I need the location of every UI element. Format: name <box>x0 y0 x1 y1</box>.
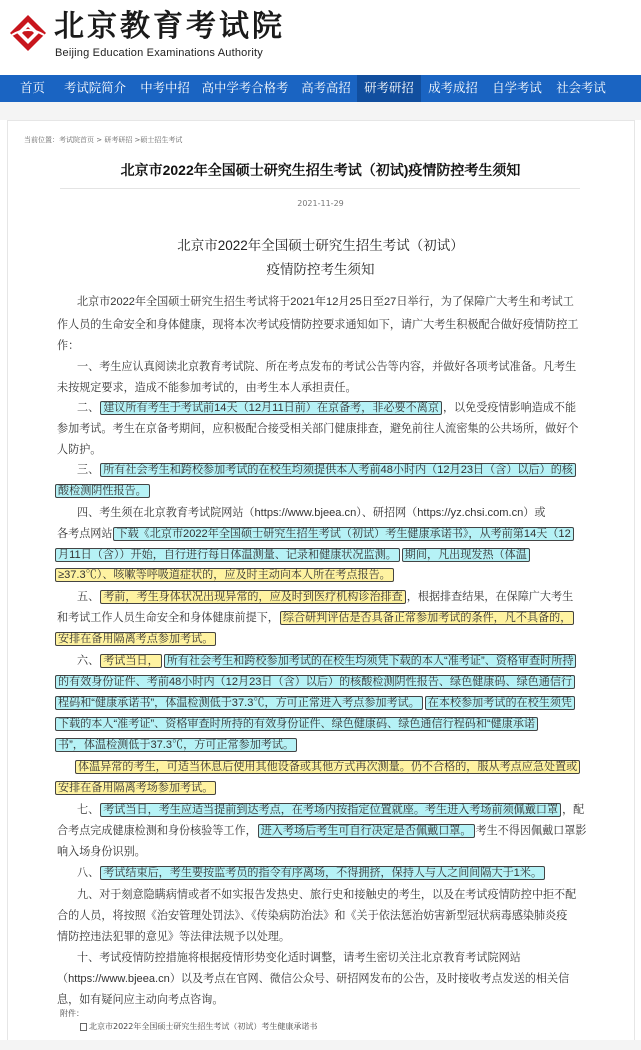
nav-item-zhongkao[interactable]: 中考中招 <box>140 81 190 95</box>
nav-item-yankao[interactable]: 研考研招 <box>357 75 421 102</box>
highlight-yellow: 安排在备用隔离考点参加考试。 <box>55 632 216 646</box>
highlight-cyan: 考试当日，考生应适当提前到达考点，在考场内按指定位置就座。考生进入考场前须佩戴口罩 <box>100 803 561 817</box>
paragraph-line <box>54 568 395 582</box>
paragraph-line: 六、 考试当日， 所有社会考生和跨校参加考试的在校生均须凭下载的本人“准考证”、资格审查时所持 <box>77 654 577 668</box>
paragraph-line: 一、考生应认真阅读北京教育考试院、所在考点发布的考试公告等内容，并做好各项考试准备。凡考生 <box>77 361 577 373</box>
highlight-cyan: 在本校参加考试的在校生须凭 <box>425 696 575 710</box>
attachment-label: 附件： <box>60 1009 84 1018</box>
attachment-link-text[interactable]: 北京市2022年全国硕士研究生招生考试（初试）考生健康承诺书 <box>89 1022 318 1031</box>
paragraph-line: 合的人员，将按照《治安管理处罚法》、《传染病防治法》和《关于依法惩治妨害新型冠状病毒感染肺炎疫 <box>57 910 568 922</box>
nav-item-about[interactable]: 考试院简介 <box>64 81 126 95</box>
highlight-yellow: 体温异常的考生，可适当休息后使用其他设备或其他方式再次测量。仍不合格的，服从考点应急处置或 <box>75 760 580 774</box>
paragraph-line: 各考点网站 下载《北京市2022年全国硕士研究生招生考试（初试）考生健康承诺书》，从考前第14天（12 <box>57 527 575 541</box>
highlight-cyan: 酸检测阴性报告。 <box>55 484 150 498</box>
title-divider <box>60 188 580 189</box>
highlight-cyan: 期间，凡出现发热（体温 <box>402 548 530 562</box>
paragraph-line <box>74 760 581 774</box>
nav-item-zixue[interactable]: 自学考试 <box>492 81 542 95</box>
paragraph-line <box>54 484 151 498</box>
paragraph-line: 响入场身份识别。 <box>57 846 146 858</box>
highlight-yellow: 考试当日， <box>100 654 161 668</box>
nav-item-gaokao[interactable]: 高考高招 <box>301 81 351 95</box>
nav-item-shehui[interactable]: 社会考试 <box>556 81 606 95</box>
nav-item-chengkao[interactable]: 成考成招 <box>428 81 478 95</box>
paragraph-line <box>54 548 531 562</box>
publish-date: 2021-11-29 <box>297 199 344 208</box>
site-logo-chinese[interactable]: 北京教育考试院 <box>54 9 285 44</box>
paragraph-line: 合考点完成健康检测和身份核验等工作， 进入考场后考生可自行决定是否佩戴口罩。 考生不得因佩戴口罩影 <box>57 825 587 837</box>
document-icon <box>80 1023 87 1031</box>
paragraph-line: 参加考试。考生在京备考期间，应积极配合接受相关部门健康排查，避免前往人流密集的公共场所，做好个 <box>57 423 579 435</box>
highlight-cyan: 进入考场后考生可自行决定是否佩戴口罩。 <box>258 824 475 838</box>
highlight-yellow: 考前，考生身体状况出现异常的，应及时到医疗机构诊治排查 <box>100 590 406 604</box>
attachment-link[interactable] <box>80 1021 317 1032</box>
highlight-cyan: 下载的本人“准考证”、资格审查时所持的有效身份证件、绿色健康码、绿色通信行程码和“健康承诺 <box>55 717 538 731</box>
article-subtitle-line1: 北京市2022年全国硕士研究生招生考试（初试） <box>177 238 464 253</box>
main-nav <box>0 75 641 102</box>
paragraph-line: 三、 所有社会考生和跨校参加考试的在校生均须提供本人考前48小时内（12月23日（含）以后）的核 <box>77 463 577 477</box>
paragraph-line: 和考试工作人员生命安全和身体健康前提下， 综合研判评估是否具备正常参加考试的条件，凡不具备的， <box>57 611 575 625</box>
article-subtitle-line2: 疫情防控考生须知 <box>266 262 375 277</box>
highlight-cyan: 月11日（含））开始，自行进行每日体温测量、记录和健康状况监测。 <box>55 548 400 562</box>
site-logo-english: Beijing Education Examinations Authority <box>55 47 263 59</box>
paragraph-line: 作人员的生命安全和身体健康，现将本次考试疫情防控要求通知如下，请广大考生积极配合做好疫情防控工 <box>57 319 579 331</box>
highlight-cyan: 下载《北京市2022年全国硕士研究生招生考试（初试）考生健康承诺书》，从考前第14天（12 <box>113 527 573 541</box>
paragraph-line: 九、对于刻意隐瞒病情或者不如实报告发热史、旅行史和接触史的考生，以及在考试疫情防控中拒不配 <box>77 889 577 901</box>
page-background <box>0 102 641 120</box>
paragraph-line: （https://www.bjeea.cn）以及考点在官网、微信公众号、研招网发布的公告，及时接收考点发送的相关信 <box>57 973 570 985</box>
highlight-cyan: 建议所有考生于考试前14天（12月11日前）在京备考，非必要不离京 <box>100 401 442 415</box>
paragraph-line: 五、 考前，考生身体状况出现异常的，应及时到医疗机构诊治排查 ，根据排查结果，在保障广大考生 <box>77 591 574 603</box>
paragraph-line <box>54 781 217 795</box>
paragraph-line <box>54 717 539 731</box>
highlight-cyan: 程码和“健康承诺书”，体温检测低于37.3℃，方可正常进入考点参加考试。 <box>55 696 423 710</box>
highlight-cyan: 所有社会考生和跨校参加考试的在校生均须提供本人考前48小时内（12月23日（含）以后）的核 <box>100 463 576 477</box>
paragraph-line: 八、 考试结束后，考生要按监考员的指令有序离场，不得拥挤，保持人与人之间间隔大于1米。 <box>77 866 546 880</box>
paragraph-line <box>54 675 576 689</box>
highlight-cyan: 的有效身份证件、考前48小时内（12月23日（含）以后）的核酸检测阴性报告、绿色健康码、绿色通信行 <box>55 675 575 689</box>
paragraph-line: 七、 考试当日，考生应适当提前到达考点，在考场内按指定位置就座。考生进入考场前须佩戴口罩 ，配 <box>77 804 585 816</box>
paragraph-line: 二、 建议所有考生于考试前14天（12月11日前）在京备考，非必要不离京 ，以免受疫情影响造成不能 <box>77 402 577 414</box>
paragraph-line: 十、考试疫情防控措施将根据疫情形势变化适时调整，请考生密切关注北京教育考试院网站 <box>77 952 521 964</box>
paragraph-line: 息，如有疑问应主动向考点咨询。 <box>57 994 224 1006</box>
highlight-cyan: 书”，体温检测低于37.3℃，方可正常参加考试。 <box>55 738 297 752</box>
highlight-cyan: 所有社会考生和跨校参加考试的在校生均须凭下载的本人“准考证”、资格审查时所持 <box>164 654 577 668</box>
paragraph-line: 未按规定要求，造成不能参加考试的，由考生本人承担责任。 <box>57 382 357 394</box>
highlight-yellow: 安排在备用隔离考场参加考试。 <box>55 781 216 795</box>
paragraph-line: 人防护。 <box>57 444 102 456</box>
page-title: 北京市2022年全国硕士研究生招生考试（初试)疫情防控考生须知 <box>120 162 521 178</box>
page-bottom-background <box>0 1040 641 1050</box>
paragraph-line: 作： <box>57 340 80 352</box>
paragraph-line <box>54 632 217 646</box>
bjeea-emblem-icon[interactable] <box>8 13 48 53</box>
paragraph-line <box>54 696 576 710</box>
highlight-yellow: ≥37.3℃）、咳嗽等呼吸道症状的，应及时主动向本人所在考点报告。 <box>55 568 394 582</box>
paragraph-line <box>54 738 298 752</box>
nav-item-home[interactable]: 首页 <box>20 81 45 95</box>
site-header <box>0 0 641 75</box>
paragraph-line: 情防控违法犯罪的意见》等法律法规予以处理。 <box>57 931 290 943</box>
highlight-yellow: 综合研判评估是否具备正常参加考试的条件，凡不具备的， <box>280 611 574 625</box>
highlight-cyan: 考试结束后，考生要按监考员的指令有序离场，不得拥挤，保持人与人之间间隔大于1米。 <box>100 866 545 880</box>
paragraph-line: 北京市2022年全国硕士研究生招生考试将于2021年12月25日至27日举行，为了保障广大考生和考试工 <box>77 296 574 308</box>
paragraph-line: 四、考生须在北京教育考试院网站（https://www.bjeea.cn）、研招网（https://yz.chsi.com.cn）或 <box>77 507 546 519</box>
nav-item-xuekao[interactable]: 高中学考合格考 <box>201 81 289 95</box>
breadcrumb[interactable]: 当前位置：考试院首页 > 研考研招 >硕士招生考试 <box>24 136 183 144</box>
